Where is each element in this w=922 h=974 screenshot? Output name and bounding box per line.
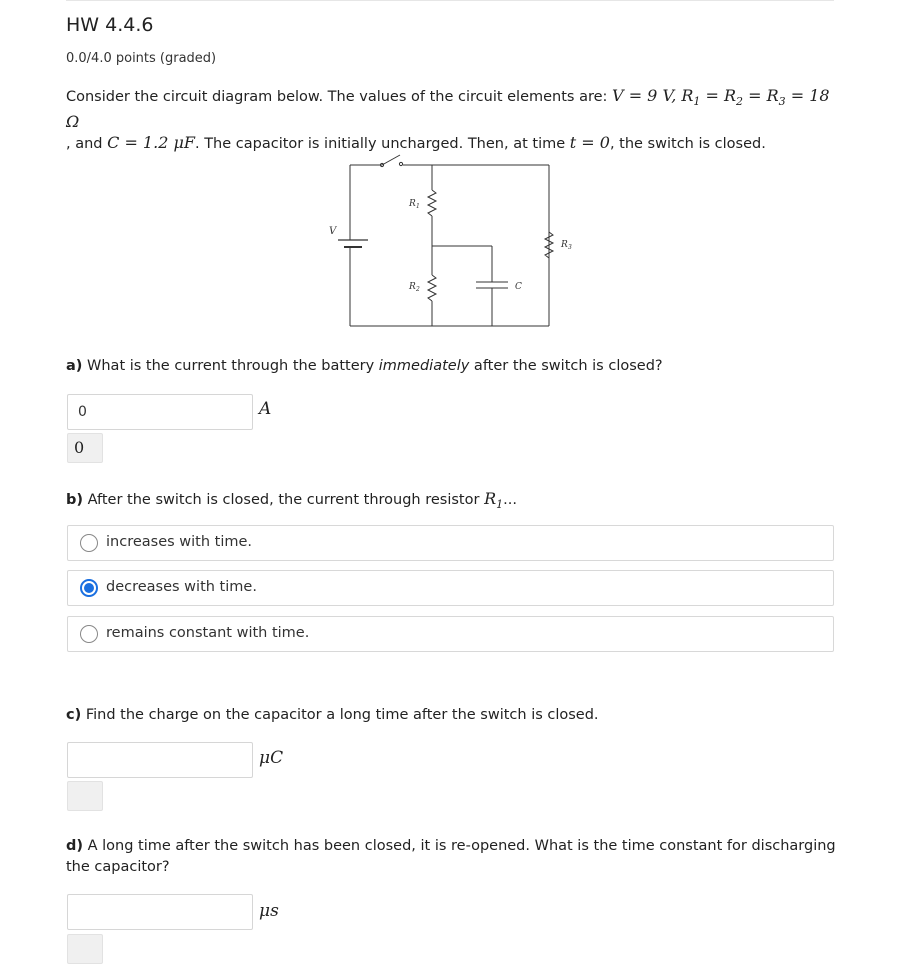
answer-c-unit	[259, 748, 283, 768]
label-r1-sub: 1	[416, 203, 420, 210]
math-f: F	[183, 132, 195, 152]
label-r1: R	[409, 199, 416, 209]
answer-c-input[interactable]	[67, 742, 253, 778]
math-v-r: V = 9 V, R	[612, 86, 694, 105]
label-c: C	[515, 282, 522, 292]
resistor-r2	[428, 275, 436, 301]
unit-letter: C	[270, 748, 284, 768]
math-sub: 2	[736, 94, 744, 108]
answer-c-preview	[67, 781, 103, 811]
label-r3: R	[561, 240, 568, 250]
question-ellipsis: ...	[503, 492, 517, 508]
option-label: remains constant with time.	[106, 625, 310, 641]
math-sub: 3	[778, 94, 786, 108]
math-value: = 18 Ω	[66, 86, 830, 131]
question-d	[66, 836, 836, 878]
problem-title: HW 4.4.6	[66, 14, 154, 36]
label-r3-sub: 3	[568, 244, 572, 251]
question-text: after the switch is closed?	[469, 358, 663, 374]
math-eq: = R	[700, 86, 737, 105]
switch-contact	[399, 162, 402, 165]
label-r2-sub: 2	[416, 286, 420, 293]
math-eq: = R	[743, 86, 779, 105]
question-c	[66, 705, 599, 726]
unit-mu: μ	[259, 748, 271, 768]
intro-text: , the switch is closed.	[609, 135, 766, 152]
radio-button-selected[interactable]	[80, 579, 98, 597]
question-label: d)	[66, 838, 84, 854]
math-mu: μ	[173, 132, 184, 152]
intro-text: Consider the circuit diagram below. The values of the circuit elements are:	[66, 89, 613, 105]
label-v: V	[329, 226, 337, 237]
math-r: R	[484, 489, 497, 508]
math-sub: 1	[496, 497, 504, 511]
option-label: increases with time.	[106, 534, 253, 550]
answer-a-input[interactable]: 0	[67, 394, 253, 430]
question-label: a)	[66, 358, 83, 374]
question-text: Find the charge on the capacitor a long time after the switch is closed.	[81, 707, 599, 723]
label-r2: R	[409, 282, 416, 292]
answer-d-unit	[259, 901, 279, 921]
question-emphasis: immediately	[378, 358, 470, 374]
question-text: What is the current through the battery	[82, 358, 379, 374]
problem-statement	[66, 86, 838, 154]
option-constant[interactable]	[67, 616, 834, 652]
intro-text: , and	[66, 135, 108, 152]
unit-letter: s	[270, 901, 279, 921]
question-label: b)	[66, 492, 84, 508]
math-sub: 1	[693, 94, 701, 108]
question-b	[66, 488, 517, 515]
question-text: A long time after the switch has been closed, it is re-opened. What is the time constant for discharging the capacitor?	[66, 838, 836, 875]
points-status: 0.0/4.0 points (graded)	[66, 51, 217, 66]
top-divider	[66, 0, 834, 1]
answer-d-preview	[67, 934, 103, 964]
radio-button[interactable]	[80, 625, 98, 643]
circuit-diagram	[320, 150, 580, 335]
option-label: decreases with time.	[106, 579, 257, 595]
answer-d-input[interactable]	[67, 894, 253, 930]
question-text: After the switch is closed, the current through resistor	[83, 492, 485, 508]
option-increases[interactable]	[67, 525, 834, 561]
intro-text: . The capacitor is initially uncharged. Then, at time	[194, 135, 570, 152]
resistor-r1	[428, 190, 436, 216]
math-t: t = 0	[569, 132, 610, 152]
question-label: c)	[66, 707, 82, 723]
question-a	[66, 356, 663, 377]
answer-a-preview: 0	[67, 433, 103, 463]
radio-button[interactable]	[80, 534, 98, 552]
unit-mu: μ	[259, 901, 271, 921]
math-c: C = 1.2	[107, 132, 174, 152]
answer-a-unit: A	[259, 399, 272, 419]
switch-blade	[382, 155, 400, 165]
option-decreases[interactable]	[67, 570, 834, 606]
